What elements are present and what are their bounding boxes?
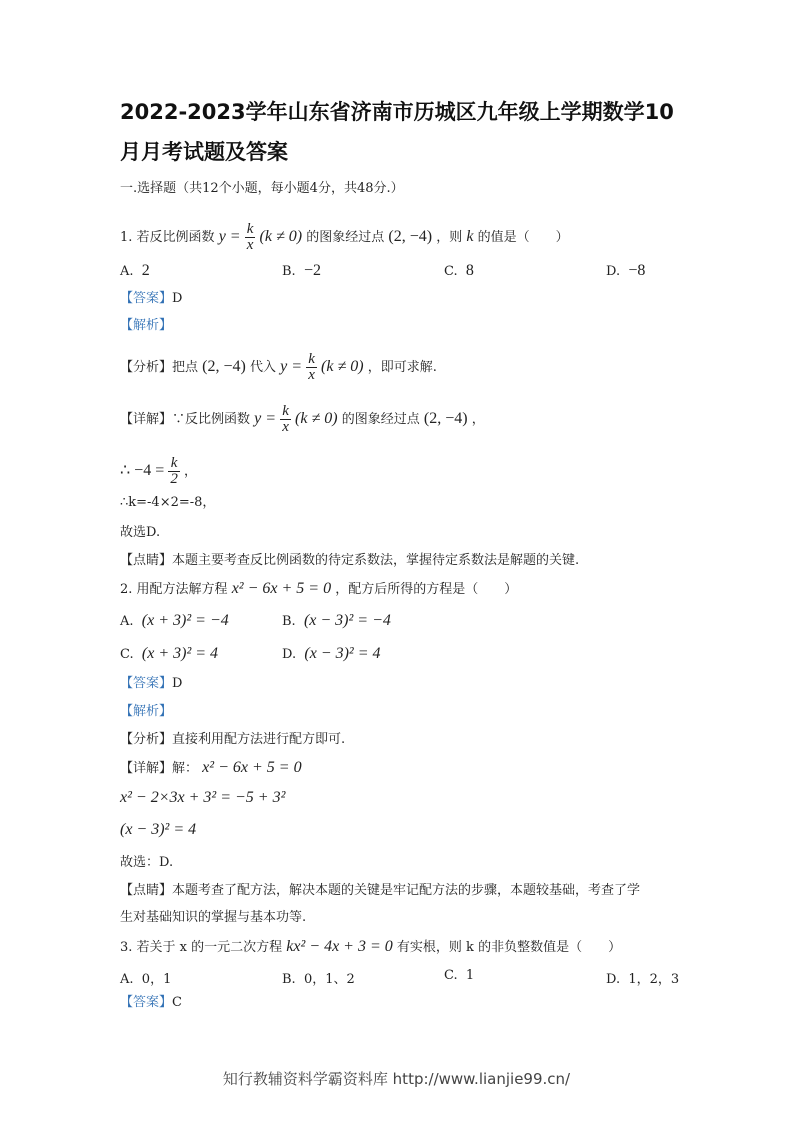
q3-option-c: C. 1 — [444, 968, 475, 983]
q1-analysis-tag: 【解析】 — [120, 318, 173, 333]
q2-fenxi: 【分析】直接利用配方法进行配方即可. — [120, 732, 346, 747]
q2-step1: x² − 2×3x + 3² = −5 + 3² — [120, 789, 286, 806]
section-heading: 一.选择题（共12个小题，每小题4分，共48分.） — [120, 181, 404, 196]
footer-watermark: 知行教辅资料学霸资料库 http://www.lianjie99.cn/ — [222, 1070, 571, 1088]
q2-step2: (x − 3)² = 4 — [120, 821, 197, 838]
q3-option-b: B. 0，1、2 — [282, 972, 355, 987]
q1-comment: 【点睛】本题主要考查反比例函数的待定系数法，掌握待定系数法是解题的关键. — [120, 553, 580, 568]
document-title: 2022-2023学年山东省济南市历城区九年级上学期数学10月月考试题及答案 — [120, 100, 674, 164]
q1-option-a: A. 2 — [120, 262, 150, 279]
q2-comment-line2: 生对基础知识的掌握与基本功等. — [120, 910, 307, 925]
q2-conclusion: 故选：D. — [120, 855, 174, 870]
q2-option-c: C. (x + 3)² = 4 — [120, 645, 219, 662]
q2-option-b: B. (x − 3)² = −4 — [282, 612, 391, 629]
q3-answer: 【答案】C — [120, 995, 182, 1010]
q2-stem: 2. 用配方法解方程 x² − 6x + 5 = 0 ，配方后所得的方程是（ ） — [120, 580, 518, 597]
q1-stem: 1. 若反比例函数 y = $\frac{k}{x}$ (k ≠ 0) 的图象经过点 (2, −4) ，则 k 的值是（ ） — [120, 221, 569, 253]
q3-stem: 3. 若关于 x 的一元二次方程 kx² − 4x + 3 = 0 有实根，则 k 的非负整数值是（ ） — [120, 938, 622, 955]
q1-fraction: $\frac{k}{x}$ — [246, 221, 254, 253]
q1-option-d: D. −8 — [606, 262, 646, 279]
q1-detail: 【详解】∵反比例函数 y = $\frac{k}{x}$ (k ≠ 0) 的图象经过点 (2, −4) ， — [120, 403, 485, 435]
q1-step1: ∴ −4 = $\frac{k}{2}$ ， — [120, 455, 198, 487]
q1-answer: 【答案】D — [120, 291, 183, 306]
q1-option-b: B. −2 — [282, 262, 321, 279]
q1-conclusion: 故选D. — [120, 525, 161, 540]
q1-option-c: C. 8 — [444, 262, 474, 279]
q1-fenxi: 【分析】把点 (2, −4) 代入 y = $\frac{k}{x}$ (k ≠ 0) ，即可求解. — [120, 351, 437, 383]
q2-answer: 【答案】D — [120, 676, 183, 691]
q3-option-a: A. 0，1 — [120, 972, 172, 987]
q2-option-d: D. (x − 3)² = 4 — [282, 645, 381, 662]
q3-option-d: D. 1，2，3 — [606, 972, 680, 987]
q2-detail: 【详解】解： x² − 6x + 5 = 0 — [120, 759, 302, 776]
q2-analysis-tag: 【解析】 — [120, 704, 173, 719]
q2-option-a: A. (x + 3)² = −4 — [120, 612, 229, 629]
q2-comment-line1: 【点睛】本题考查了配方法，解决本题的关键是牢记配方法的步骤，本题较基础，考查了学 — [120, 883, 641, 898]
q1-step2: ∴k=-4×2=-8， — [120, 495, 216, 510]
